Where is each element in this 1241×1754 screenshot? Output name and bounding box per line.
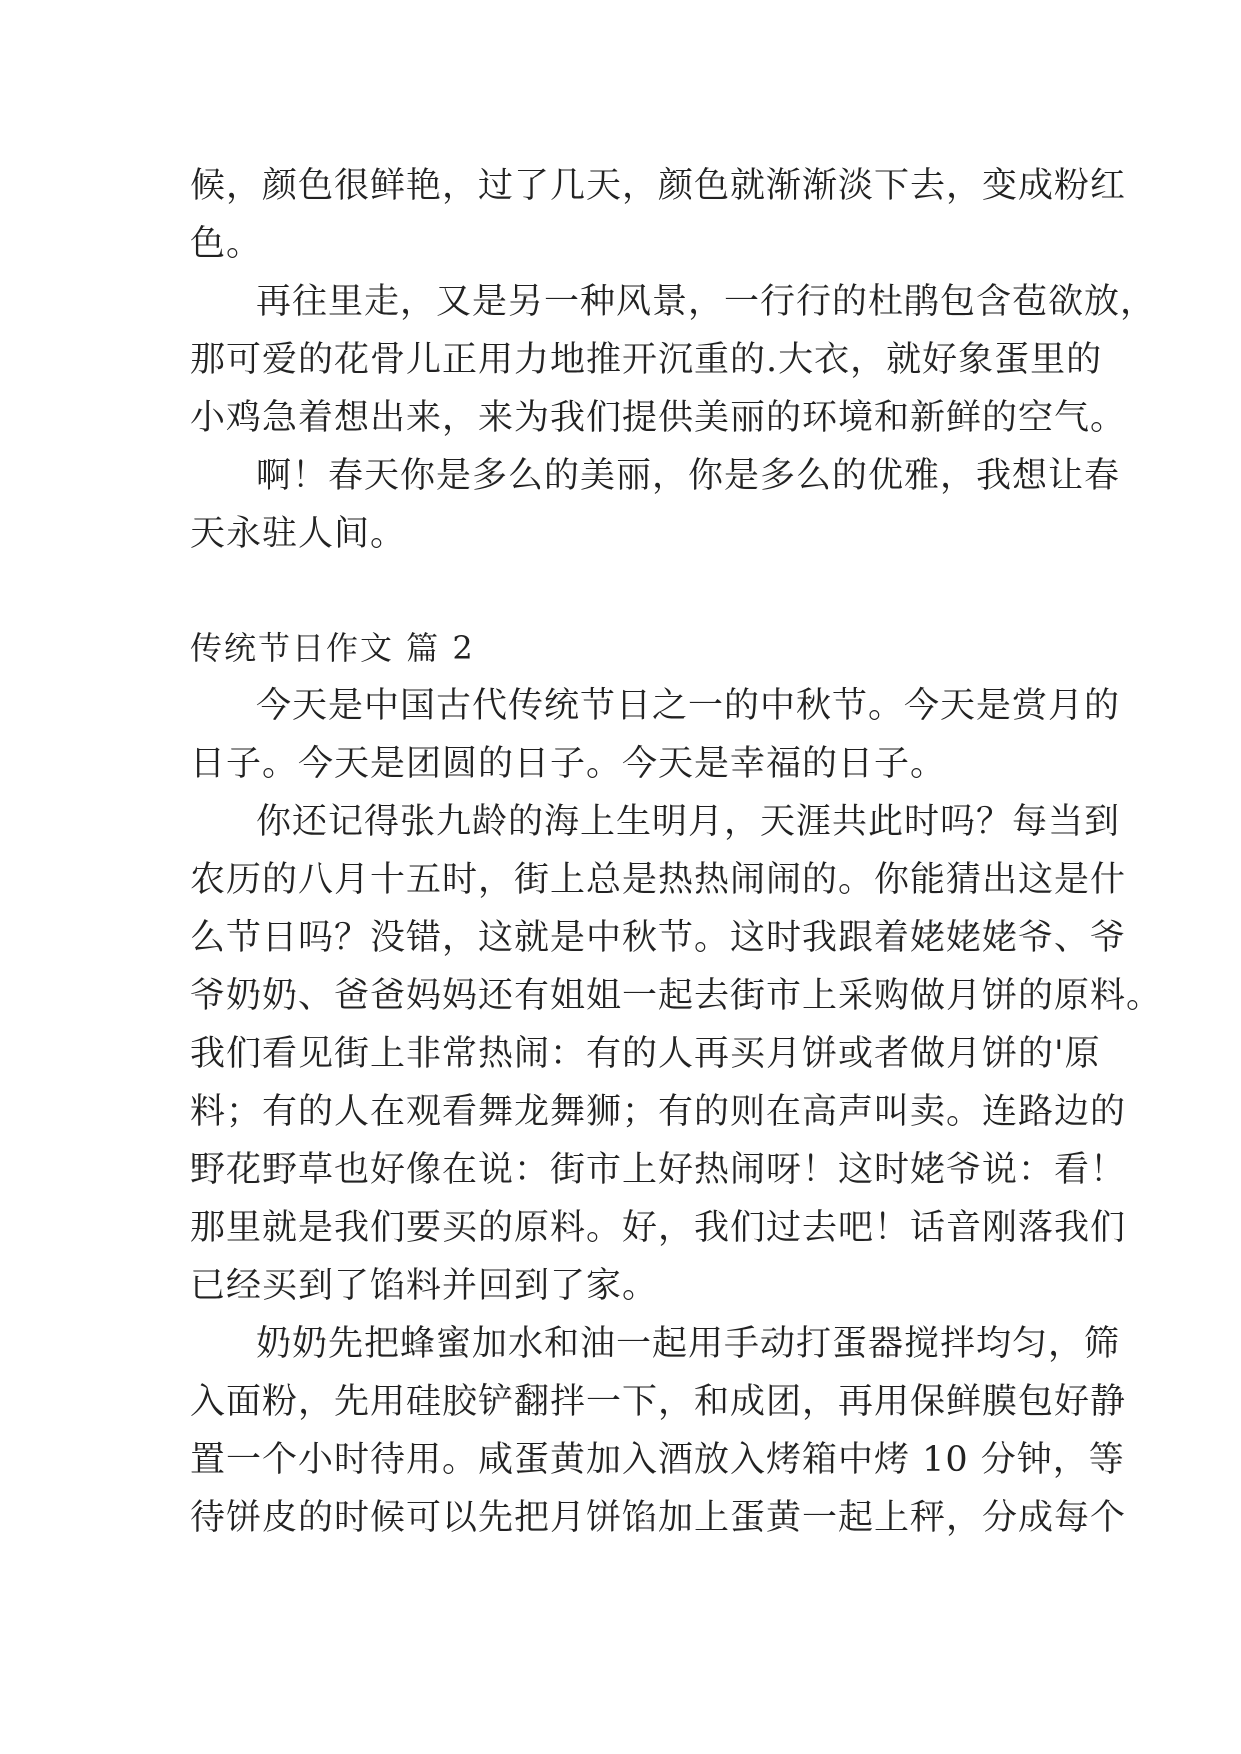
- text-line: 再往里走，又是另一种风景，一行行的杜鹃包含苞欲放，: [256, 282, 1157, 322]
- text-line: 候，颜色很鲜艳，过了几天，颜色就渐渐淡下去，变成粉红: [190, 166, 1127, 206]
- text-line: 置一个小时待用。咸蛋黄加入酒放入烤箱中烤 10 分钟，等: [190, 1440, 1125, 1480]
- text-line: 我们看见街上非常热闹：有的人再买月饼或者做月饼的'原: [190, 1034, 1101, 1074]
- text-line: 已经买到了馅料并回到了家。: [190, 1266, 659, 1306]
- text-line: 色。: [190, 224, 263, 264]
- text-line: 么节日吗？没错，这就是中秋节。这时我跟着姥姥姥爷、爷: [190, 918, 1127, 958]
- text-line: 那里就是我们要买的原料。好，我们过去吧！话音刚落我们: [190, 1208, 1127, 1248]
- text-line: 天永驻人间。: [190, 514, 407, 554]
- text-line: 野花野草也好像在说：街市上好热闹呀！这时姥爷说：看！: [190, 1150, 1127, 1190]
- text-line: 入面粉，先用硅胶铲翻拌一下，和成团，再用保鲜膜包好静: [190, 1382, 1127, 1422]
- text-line: 农历的八月十五时，街上总是热热闹闹的。你能猜出这是什: [190, 860, 1127, 900]
- text-line: 那可爱的花骨儿正用力地推开沉重的.大衣，就好象蛋里的: [190, 340, 1103, 380]
- text-line: 日子。今天是团圆的日子。今天是幸福的日子。: [190, 744, 947, 784]
- text-line: 料；有的人在观看舞龙舞狮；有的则在高声叫卖。连路边的: [190, 1092, 1127, 1132]
- text-line: 今天是中国古代传统节日之一的中秋节。今天是赏月的: [256, 686, 1121, 726]
- text-line: 奶奶先把蜂蜜加水和油一起用手动打蛋器搅拌均匀，筛: [256, 1324, 1121, 1364]
- section-heading: 传统节日作文 篇 2: [190, 629, 475, 667]
- text-line: 啊！春天你是多么的美丽，你是多么的优雅，我想让春: [256, 456, 1121, 496]
- text-line: 小鸡急着想出来，来为我们提供美丽的环境和新鲜的空气。: [190, 398, 1127, 438]
- text-line: 待饼皮的时候可以先把月饼馅加上蛋黄一起上秤，分成每个: [190, 1498, 1127, 1538]
- text-line: 爷奶奶、爸爸妈妈还有姐姐一起去街市上采购做月饼的原料。: [190, 976, 1163, 1016]
- text-line: 你还记得张九龄的海上生明月，天涯共此时吗？每当到: [256, 802, 1121, 842]
